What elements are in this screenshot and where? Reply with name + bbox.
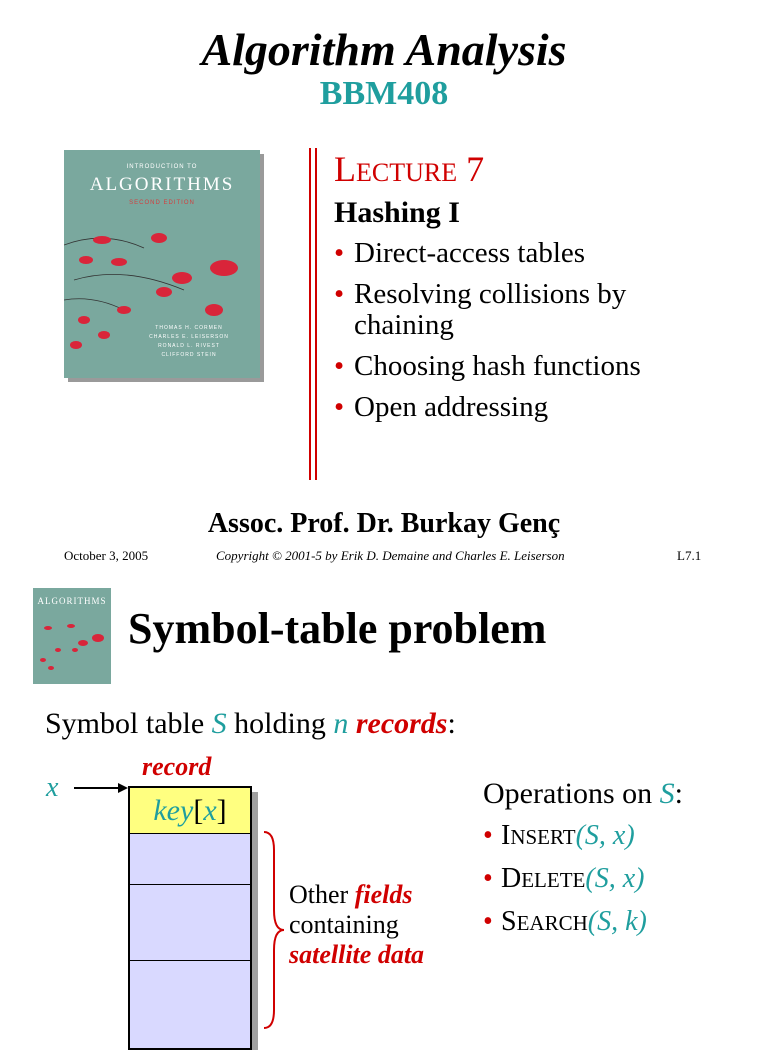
pointer-arrow-icon <box>74 780 130 796</box>
operation-delete: • DELETE(S, x) <box>483 858 647 901</box>
lecture-subtitle: Hashing I <box>334 196 460 229</box>
footer-slide-number: L7.1 <box>677 548 702 563</box>
right-brace-icon <box>262 830 286 1030</box>
lecture-heading: LECTURE 7 <box>334 149 485 189</box>
key-field-cell: key[x] <box>130 788 250 834</box>
mobile-sculpture-graphic <box>33 588 111 684</box>
satellite-data-caption: Other fields containing satellite data <box>289 880 425 969</box>
footer-date: October 3, 2005 <box>64 548 149 563</box>
record-diagram <box>128 786 252 1050</box>
book-author: CHARLES E. LEISERSON <box>149 334 229 340</box>
book-cover-thumbnail <box>33 588 111 684</box>
operations-list <box>483 815 647 944</box>
record-label: record <box>142 752 212 781</box>
field-divider <box>130 884 250 885</box>
vertical-divider <box>309 148 317 480</box>
topic-item: • Choosing hash functions <box>334 351 641 382</box>
slide1-title: Algorithm Analysis <box>201 24 567 75</box>
book-title-text: ALGORITHMS <box>89 174 235 195</box>
book-edition-text: SECOND EDITION <box>129 200 195 206</box>
book-author: CLIFFORD STEIN <box>161 352 217 358</box>
slide2-title: Symbol-table problem <box>128 604 547 653</box>
operation-search: • SEARCH(S, k) <box>483 901 647 944</box>
book-author: THOMAS H. CORMEN <box>155 325 223 331</box>
course-code: BBM408 <box>319 75 449 112</box>
footer-copyright: Copyright © 2001-5 by Erik D. Demaine and Charles E. Leiserson <box>216 548 565 563</box>
topic-item: • Direct-access tables <box>334 238 641 269</box>
topic-item: • Resolving collisions by chaining <box>334 279 641 341</box>
topic-item: • Open addressing <box>334 392 641 423</box>
book-cover-image <box>64 150 260 378</box>
operation-insert: • INSERT(S, x) <box>483 815 647 858</box>
field-divider <box>130 960 250 961</box>
pointer-x-label: x <box>46 772 59 803</box>
topic-list <box>334 238 641 423</box>
intro-sentence: Symbol table S holding n records: <box>45 707 456 740</box>
operations-heading: Operations on S: <box>483 777 683 810</box>
book-title-text: ALGORITHMS <box>37 596 107 606</box>
author-name: Assoc. Prof. Dr. Burkay Genç <box>207 508 561 539</box>
book-intro-text: INTRODUCTION TO <box>126 164 198 170</box>
book-author: RONALD L. RIVEST <box>158 343 220 349</box>
